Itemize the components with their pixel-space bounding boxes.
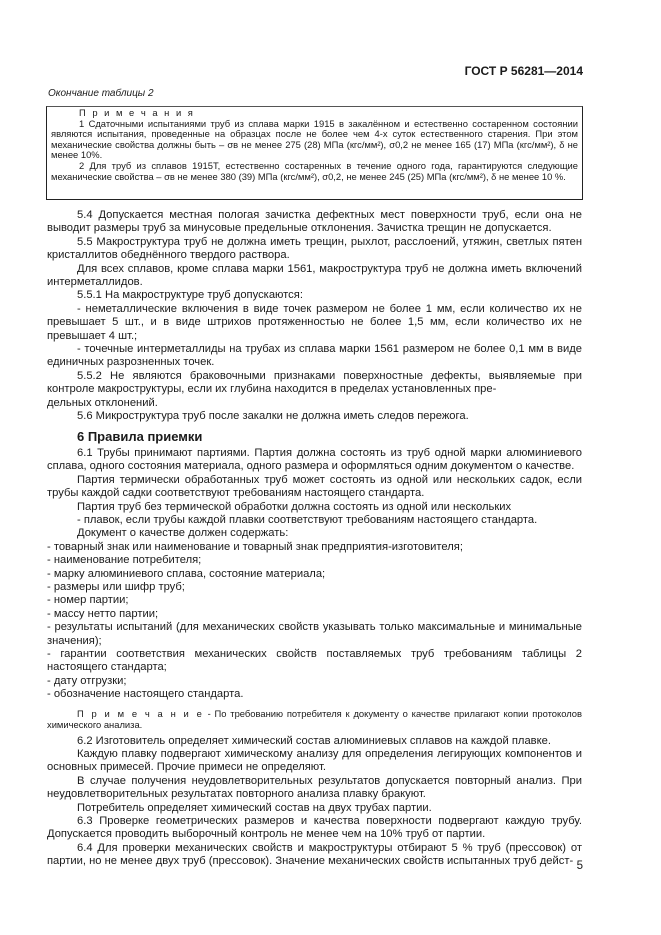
list-item: - гарантии соответствия механических свойств поставляемых труб требованиям таблицы 2 настоящего стандарта; [47, 648, 582, 674]
list-item: - марку алюминиевого сплава, состояние материала; [47, 567, 326, 580]
paragraph: - плавок, если трубы каждой плавки соответствуют требованиям настоящего стандарта. [77, 513, 538, 526]
paragraph-6-4: 6.4 Для проверки механических свойств и макроструктуры отбирают 5 % труб (прессовок) от партии, но не менее двух труб (прессовок). Значение механических свойств испытанных труб дейст- [47, 841, 582, 868]
paragraph-5-5-1: 5.5.1 На макроструктуре труб допускаются: [77, 289, 303, 302]
note-label: П р и м е ч а н и е [77, 707, 204, 719]
list-item: - дату отгрузки; [47, 674, 127, 687]
paragraph: Документ о качестве должен содержать: [77, 527, 289, 540]
document-body [47, 209, 582, 869]
list-item: - обозначение настоящего стандарта. [47, 688, 244, 701]
list-item: - неметаллические включения в виде точек размером не более 1 мм, если количество их не превышает 5 шт., и в виде штрихов протяженностью не более 1,5 мм, если количество их не превышает 4 шт.; [47, 302, 582, 342]
note-1: 1 Сдаточными испытаниями труб из сплава марки 1915 в закалённом и естественно состаренном состоянии являются испытания, проведенные на образцах после не более чем 4-х суток естественного старения. При этом механические свойства должны быть – σв не менее 275 (28) МПа (кгс/мм²), σ0,2 не менее 165 (17) МПа (кгс/мм²), δ не менее 10%. [51, 117, 578, 161]
paragraph-6-1: 6.1 Трубы принимают партиями. Партия должна состоять из труб одной марки алюминиевого сплава, одного состояния материала, одного размера и оформляться одним документом о качестве. [47, 446, 582, 473]
list-item: - товарный знак или наименование и товарный знак предприятия-изготовителя; [47, 540, 463, 553]
paragraph: Потребитель определяет химический состав на двух трубах партии. [77, 801, 432, 814]
paragraph-5-5-2-cont: дельных отклонений. [47, 396, 158, 409]
list-item: - размеры или шифр труб; [47, 580, 185, 593]
paragraph-6-2: 6.2 Изготовитель определяет химический состав алюминиевых сплавов на каждой плавке. [77, 734, 551, 747]
list-item: - массу нетто партии; [47, 607, 159, 620]
document-standard-header: ГОСТ Р 56281—2014 [464, 64, 583, 78]
list-item: - точечные интерметаллиды на трубах из сплава марки 1561 размером не более 0,1 мм в виде единичных разрозненных точек. [47, 343, 582, 369]
section-6-title: 6 Правила приемки [77, 428, 203, 444]
paragraph: Каждую плавку подвергают химическому анализу для определения легирующих компонентов и основных примесей. Прочие примеси не определяют. [47, 748, 582, 774]
note-text: - По требованию потребителя к документу о качестве прилагают копии протоколов химического анализа. [47, 707, 582, 730]
paragraph-5-5-2: 5.5.2 Не являются браковочными признаками поверхностные дефекты, выявляемые при контроле макроструктуры, если их глубина находится в пределах установленных пре- [47, 369, 582, 396]
page-number: 5 [576, 860, 583, 872]
paragraph: Партия труб без термической обработки должна состоять из одной или нескольких [77, 500, 512, 513]
paragraph-6-3: 6.3 Проверке геометрических размеров и качества поверхности подвергают каждую трубу. Допускается проводить выборочный контроль не менее чем на 10% труб от партии. [47, 815, 582, 841]
paragraph-5-4: 5.4 Допускается местная пологая зачистка дефектных мест поверхности труб, если она не выводит размеры труб за минусовые предельные отклонения. Зачистка трещин не допускается. [47, 209, 582, 235]
table-continuation-caption: Окончание таблицы 2 [48, 88, 154, 99]
list-item: - результаты испытаний (для механических свойств указывать только максимальные и минимальные значения); [47, 621, 582, 647]
list-item: - номер партии; [47, 594, 129, 607]
paragraph: Партия термически обработанных труб может состоять из одной или нескольких садок, если трубы каждой садки соответствуют требованиям настоящего стандарта. [47, 473, 582, 500]
note-2: 2 Для труб из сплавов 1915Т, естественно состаренных в течение одного года, гарантируются следующие механические свойства – σв не менее 380 (39) МПа (кгс/мм²), σ0,2, не менее 245 (25) МПа (кгс/мм²), δ не менее 10 %. [51, 159, 578, 182]
quality-document-note [47, 708, 582, 730]
paragraph-5-5: 5.5 Макроструктура труб не должна иметь трещин, рыхлот, расслоений, утяжин, светлых пятен кристаллитов обеднённого твердого раствора. [47, 235, 582, 262]
paragraph-5-5-alloys: Для всех сплавов, кроме сплава марки 1561, макроструктура труб не должна иметь включений интерметаллидов. [47, 262, 582, 289]
notes-title: П р и м е ч а н и я [79, 107, 195, 118]
table-notes-box [46, 106, 583, 200]
paragraph: В случае получения неудовлетворительных результатов допускается повторный анализ. При неудовлетворительных результатах повторного анализа плавку бракуют. [47, 774, 582, 801]
list-item: - наименование потребителя; [47, 554, 202, 567]
paragraph-5-6: 5.6 Микроструктура труб после закалки не должна иметь следов пережога. [77, 410, 469, 423]
